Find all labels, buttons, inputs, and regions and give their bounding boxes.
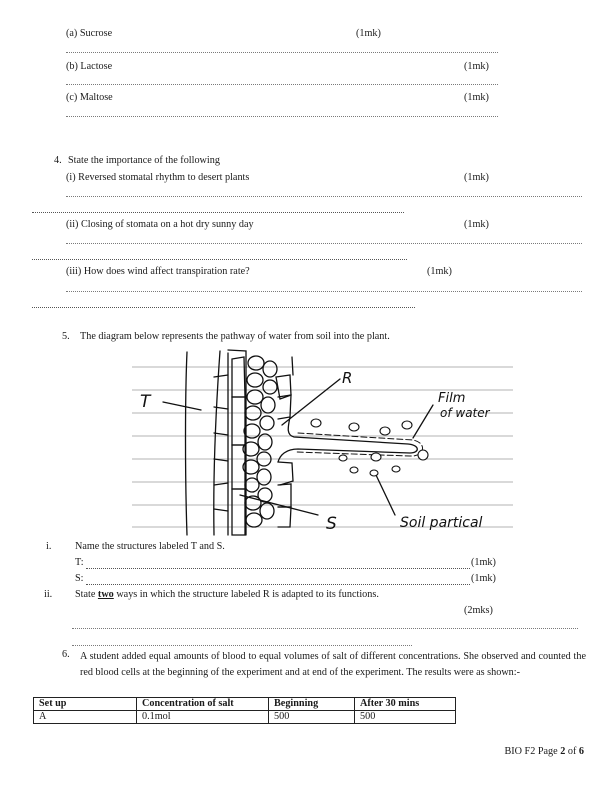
col-concentration: Concentration of salt [137,698,269,711]
q5-number: 5. [62,331,70,342]
root-hair-diagram-drawing [128,347,513,537]
cell-setup: A [34,711,137,724]
q3b-answer-line[interactable] [66,84,498,85]
root-hair-diagram [128,347,513,537]
cell-beginning: 500 [269,711,355,724]
s-answer-marks: (1mk) [471,573,496,584]
t-answer-line[interactable] [86,568,470,569]
diagram-label-t: T [140,392,151,412]
col-beginning: Beginning [269,698,355,711]
t-answer-label: T: [75,557,84,568]
s-answer-line[interactable] [86,584,470,585]
q4iii-marks: (1mk) [427,266,452,277]
diagram-label-r: R [342,369,353,387]
col-setup: Set up [34,698,137,711]
q5-sub-ii-answer-line-2[interactable] [72,645,412,646]
q6-number: 6. [62,649,70,660]
q4ii-answer-line-2[interactable] [32,259,407,260]
q4i-answer-line-1[interactable] [66,196,582,197]
diagram-label-film-1: Film [438,391,466,406]
q3c-marks: (1mk) [464,92,489,103]
q5-sub-ii-numeral: ii. [44,589,53,600]
q4iii-label: (iii) How does wind affect transpiration rate? [66,266,250,277]
cell-concentration: 0.1mol [137,711,269,724]
q4i-marks: (1mk) [464,172,489,183]
q4i-answer-line-2[interactable] [32,212,404,213]
t-answer-marks: (1mk) [471,557,496,568]
footer-page-total: 6 [578,746,584,757]
q3a-marks: (1mk) [356,28,381,39]
q5-sub-ii-text [75,589,379,600]
q4iii-answer-line-2[interactable] [32,307,415,308]
q5-sub-i-numeral: i. [46,541,52,552]
q3a-label: (a) Sucrose [66,28,113,39]
q3b-label: (b) Lactose [66,61,113,72]
q3b-marks: (1mk) [464,61,489,72]
q5-sub-ii-emphasis: two [97,589,114,600]
q5-sub-ii-marks: (2mks) [464,605,493,616]
q4iii-answer-line-1[interactable] [66,291,582,292]
q3a-answer-line[interactable] [66,52,498,53]
col-after-30-mins: After 30 mins [355,698,456,711]
q5-sub-ii-answer-line-1[interactable] [72,628,578,629]
q4ii-label: (ii) Closing of stomata on a hot dry sunny day [66,219,254,230]
q5-stem: The diagram below represents the pathway of water from soil into the plant. [80,331,390,342]
footer-page-number: 2 [560,746,566,757]
q4ii-marks: (1mk) [464,219,489,230]
cell-after-30-mins: 500 [355,711,456,724]
q4ii-answer-line-1[interactable] [66,243,582,244]
q4-number: 4. [54,155,62,166]
results-table [33,697,456,724]
s-answer-label: S: [75,573,84,584]
q4i-label: (i) Reversed stomatal rhythm to desert plants [66,172,250,183]
table-row [34,711,456,724]
results-table-header-row [34,698,456,711]
q5-sub-ii-text-before: State [75,589,98,600]
footer-prefix: BIO F2 Page [504,746,561,757]
diagram-label-soil: Soil partical [400,515,483,531]
diagram-label-film-2: of water [440,406,490,420]
q5-sub-ii-text-after: ways in which the structure labeled R is adapted to its functions. [113,589,379,600]
q5-sub-i-text: Name the structures labeled T and S. [75,541,225,552]
q6-text: A student added equal amounts of blood to equal volumes of salt of different concentrations. She observed and counted the red blood cells at the beginning of the experiment and at end of the experiment. The results were as shown:- [80,651,586,678]
footer-of: of [565,746,579,757]
q3c-label: (c) Maltose [66,92,113,103]
page-footer [504,746,584,757]
q3c-answer-line[interactable] [66,116,498,117]
q4-stem: State the importance of the following [68,155,220,166]
diagram-label-s: S [326,514,337,534]
